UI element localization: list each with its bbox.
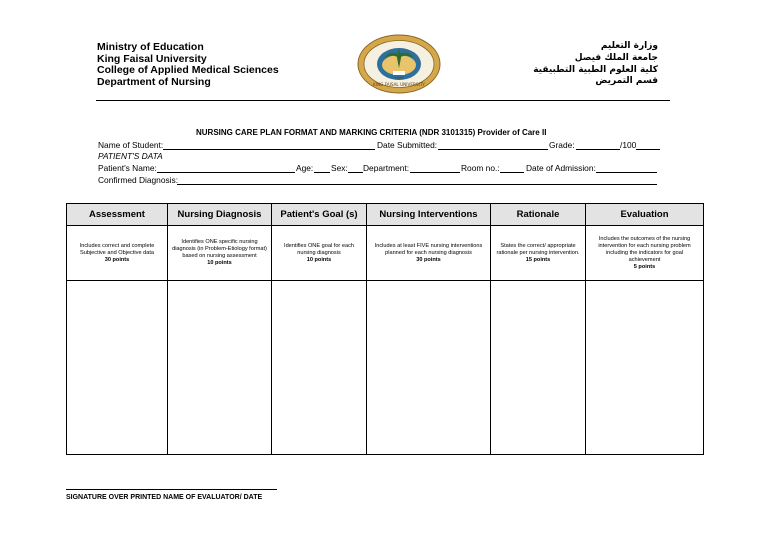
entry-assessment[interactable] bbox=[67, 281, 168, 455]
seal-bottom-text: KING FAISAL UNIVERSITY bbox=[373, 82, 425, 87]
criteria-assessment bbox=[67, 226, 168, 281]
criteria-points: 30 points bbox=[104, 256, 130, 263]
ministry-line-ar: وزارة التعليم bbox=[600, 41, 658, 51]
grade-total: /100 bbox=[620, 140, 637, 150]
criteria-points: 30 points bbox=[416, 256, 441, 263]
criteria-points: 15 points bbox=[525, 256, 551, 263]
university-seal-icon bbox=[357, 34, 441, 94]
date-submitted-label: Date Submitted: bbox=[377, 140, 438, 150]
student-name-field[interactable] bbox=[163, 149, 375, 150]
sex-field[interactable] bbox=[348, 172, 363, 173]
entry-nursing-diagnosis[interactable] bbox=[168, 281, 272, 455]
criteria-row bbox=[67, 226, 704, 281]
signature-label: SIGNATURE OVER PRINTED NAME OF EVALUATOR/ DATE bbox=[66, 494, 263, 501]
grade-label: Grade: bbox=[549, 140, 575, 150]
admission-field[interactable] bbox=[596, 172, 657, 173]
criteria-text: Identifies ONE goal for each nursing diagnosis bbox=[284, 242, 354, 256]
criteria-nursing-diagnosis bbox=[168, 226, 272, 281]
entry-evaluation[interactable] bbox=[586, 281, 704, 455]
department-label: Department: bbox=[363, 163, 410, 173]
date-submitted-field[interactable] bbox=[438, 149, 548, 150]
patient-name-field[interactable] bbox=[157, 172, 295, 173]
university-line: King Faisal University bbox=[97, 52, 207, 65]
patient-data-heading: PATIENT'S DATA bbox=[98, 151, 163, 161]
col-header-evaluation: Evaluation bbox=[586, 204, 704, 226]
college-line: College of Applied Medical Sciences bbox=[97, 64, 279, 77]
form-title: NURSING CARE PLAN FORMAT AND MARKING CRITERIA (NDR 3101315) Provider of Care II bbox=[196, 128, 547, 137]
department-field[interactable] bbox=[410, 172, 460, 173]
criteria-text: Includes at least FIVE nursing interventions planned for each nursing diagnosis bbox=[374, 242, 483, 256]
criteria-evaluation bbox=[586, 226, 704, 281]
patient-name-label: Patient's Name: bbox=[98, 163, 157, 173]
table-header-row bbox=[67, 204, 704, 226]
grade-field[interactable] bbox=[576, 149, 620, 150]
admission-label: Date of Admission: bbox=[526, 163, 596, 173]
seal-year: 1975 bbox=[394, 76, 404, 81]
criteria-rationale bbox=[491, 226, 586, 281]
criteria-nursing-interventions bbox=[367, 226, 491, 281]
col-header-rationale: Rationale bbox=[491, 204, 586, 226]
signature-line[interactable] bbox=[66, 489, 277, 490]
care-plan-table bbox=[66, 203, 704, 455]
col-header-nursing-diagnosis: Nursing Diagnosis bbox=[168, 204, 272, 226]
col-header-assessment: Assessment bbox=[67, 204, 168, 226]
sex-label: Sex: bbox=[331, 163, 348, 173]
entry-row bbox=[67, 281, 704, 455]
age-label: Age: bbox=[296, 163, 314, 173]
entry-patient-goal[interactable] bbox=[272, 281, 367, 455]
criteria-text: States the correct/ appropriate rationale per nursing intervention. bbox=[496, 242, 580, 256]
department-line: Department of Nursing bbox=[97, 75, 211, 88]
department-line-ar: قسم التمريض bbox=[595, 76, 658, 87]
age-field[interactable] bbox=[314, 172, 330, 173]
entry-rationale[interactable] bbox=[491, 281, 586, 455]
entry-nursing-interventions[interactable] bbox=[367, 281, 491, 455]
diagnosis-label: Confirmed Diagnosis: bbox=[98, 175, 179, 185]
criteria-points: 5 points bbox=[633, 263, 656, 270]
criteria-text: Includes the outcomes of the nursing intervention for each nursing problem including the indicators for goal achievement bbox=[598, 235, 691, 263]
room-label: Room no.: bbox=[461, 163, 500, 173]
university-seal bbox=[357, 34, 441, 94]
diagnosis-field[interactable] bbox=[177, 184, 657, 185]
col-header-nursing-interventions: Nursing Interventions bbox=[367, 204, 491, 226]
student-name-label: Name of Student: bbox=[98, 140, 164, 150]
header-divider bbox=[96, 100, 670, 101]
university-line-ar: جامعة الملك فيصل bbox=[574, 52, 658, 63]
college-line-ar: كلية العلوم الطبية التطبيقية bbox=[533, 64, 658, 75]
criteria-points: 10 points bbox=[207, 260, 232, 266]
criteria-text: Identifies ONE specific nursing diagnosis (in Problem-Etiology format) based on nursing assessment bbox=[172, 239, 267, 259]
header-arabic bbox=[533, 41, 658, 88]
col-header-patient-goal: Patient's Goal (s) bbox=[272, 204, 367, 226]
criteria-text: Includes correct and complete Subjective and Objective data bbox=[79, 242, 155, 256]
criteria-points: 10 points bbox=[306, 256, 332, 263]
criteria-patient-goal bbox=[272, 226, 367, 281]
header-english bbox=[97, 42, 279, 88]
ministry-line: Ministry of Education bbox=[97, 41, 204, 53]
grade-total-underline bbox=[636, 149, 660, 150]
room-field[interactable] bbox=[500, 172, 524, 173]
